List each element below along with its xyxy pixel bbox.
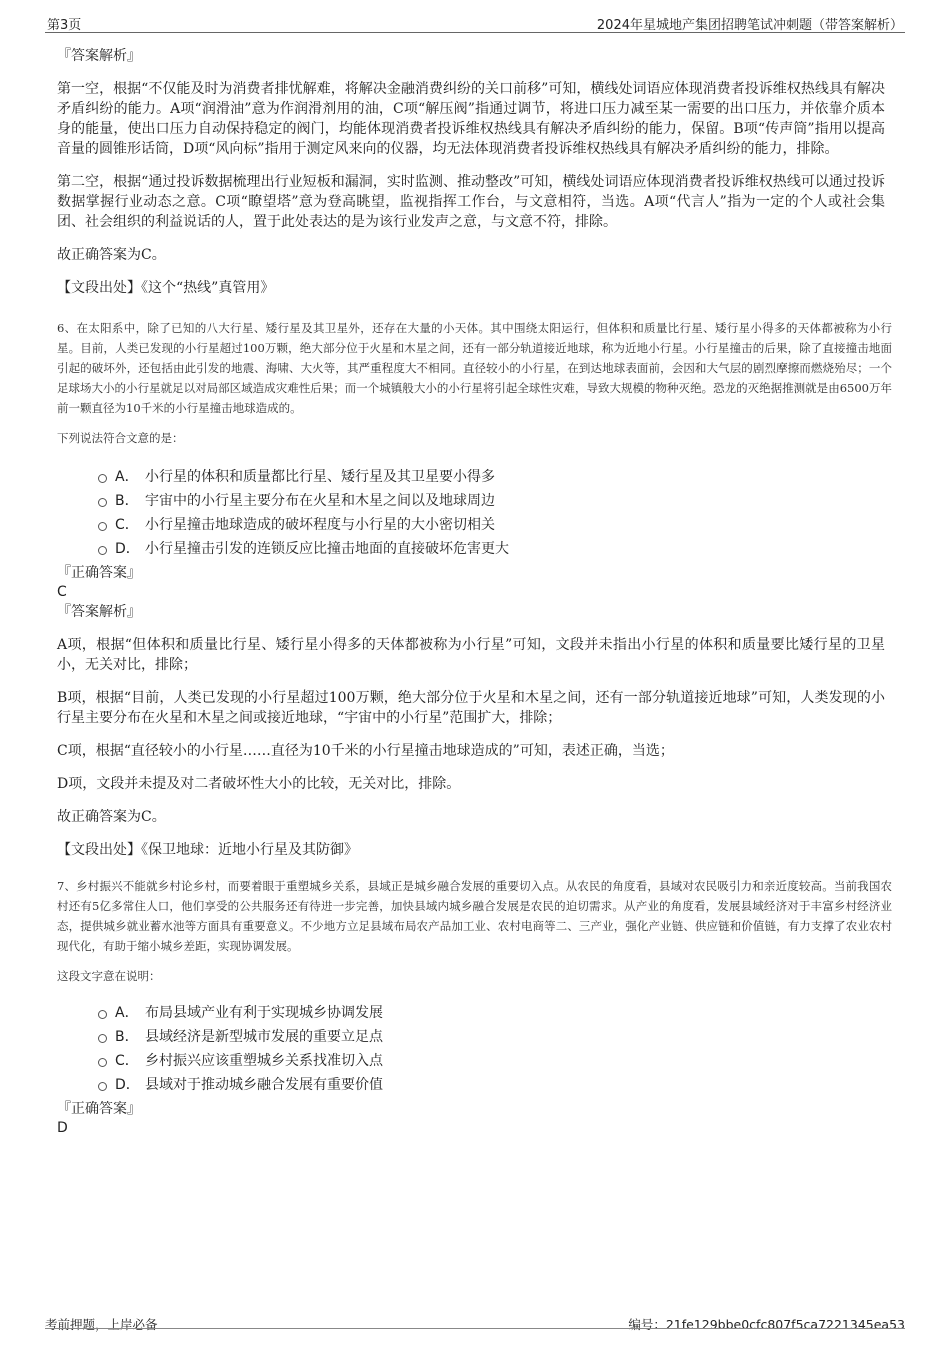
q7-stem: 7、乡村振兴不能就乡村论乡村，而要着眼于重塑城乡关系，县域正是城乡融合发展的重要切入点。从农民的角度看，县域对农民吸引力和亲近度较高。当前我国农村还有5亿多常住人口，他们享受的公共服务还有待进一步完善，加快县域内城乡融合发展是农民的迫切需求。从产业的角度看，发展县域经济对于丰富乡村经济业态，提供城乡就业蓄水池等方面具有重要意义。不少地方立足县域布局农产品加工业、农村电商等二、三产业，强化产业链、供应链和价值链，有力支撑了农业农村现代化，有助于缩小城乡差距，实现协调发展。 [57,879,892,953]
q6-analysis-tag: 『答案解析』 [57,604,141,620]
q5-conclusion: 故正确答案为C。 [57,247,166,263]
radio-icon[interactable] [98,546,107,555]
q6-answer-tag: 『正确答案』 [57,565,141,581]
q6-option-b[interactable]: B． 宇宙中的小行星主要分布在火星和木星之间以及地球周边 [57,489,885,513]
footer-divider [45,1328,905,1329]
radio-icon[interactable] [98,1034,107,1043]
q5-analysis-p1: 第一空，根据“不仅能及时为消费者排忧解难，将解决金融消费纠纷的关口前移”可知，横线处词语应体现消费者投诉维权热线具有解决矛盾纠纷的能力。A项“润滑油”意为作润滑剂用的油，C项“解压阀”指通过调节，将进口压力减至某一需要的出口压力，并依靠介质本身的能量，使出口压力自动保持稳定的阀门，均能体现消费者投诉维权热线具有解决矛盾纠纷的能力，保留。B项“传声筒”指用以提高音量的圆锥形话筒，D项“风向标”指用于测定风来向的仪器，均无法体现消费者投诉维权热线具有解决矛盾纠纷的能力，排除。 [57,81,885,157]
q6-analysis-a: A项，根据“但体积和质量比行星、矮行星小得多的天体都被称为小行星”可知，文段并未指出小行星的体积和质量要比矮行星的卫星小，无关对比，排除； [57,637,885,673]
page-number: 第3页 [47,18,82,33]
q5-analysis-tag: 『答案解析』 [57,48,141,64]
q5-analysis-p2: 第二空，根据“通过投诉数据梳理出行业短板和漏洞，实时监测、推动整改”可知，横线处词语应体现消费者投诉维权热线可以通过投诉数据掌握行业动态之意。C项“瞭望塔”意为登高眺望，监视指挥工作台，与文意相符，当选。A项“代言人”指为一定的个人或社会集团、社会组织的利益说话的人，置于此处表达的是为该行业发声之意，与文意不符，排除。 [57,174,885,230]
q6-prompt: 下列说法符合文意的是： [57,431,184,445]
q6-analysis-d: D项，文段并未提及对二者破坏性大小的比较，无关对比，排除。 [57,776,461,792]
q6-option-d[interactable]: D． 小行星撞击引发的连锁反应比撞击地面的直接破坏危害更大 [57,537,885,561]
q6-option-c[interactable]: C． 小行星撞击地球造成的破坏程度与小行星的大小密切相关 [57,513,885,537]
q6-stem: 6、在太阳系中，除了已知的八大行星、矮行星及其卫星外，还存在大量的小天体。其中围绕太阳运行，但体积和质量比行星、矮行星小得多的天体都被称为小行星。目前，人类已发现的小行星超过100万颗，绝大部分位于火星和木星之间，还有一部分轨道接近地球，称为近地小行星。小行星撞击的后果，除了直接撞击地面引起的破坏外，还包括由此引发的地震、海啸、大火等，其严重程度大不相同。直径较小的小行星，在到达地球表面前，会因和大气层的剧烈摩擦而燃烧殆尽；一个足球场大小的小行星就足以对局部区域造成灾难性后果；而一个城镇般大小的小行星将引起全球性灾难，导致大规模的物种灭绝。恐龙的灭绝据推测就是由6500万年前一颗直径为10千米的小行星撞击地球造成的。 [57,321,892,415]
radio-icon[interactable] [98,522,107,531]
radio-icon[interactable] [98,498,107,507]
q7-option-d[interactable]: D． 县域对于推动城乡融合发展有重要价值 [57,1073,885,1097]
radio-icon[interactable] [98,1082,107,1091]
q7-option-a[interactable]: A． 布局县域产业有利于实现城乡协调发展 [57,1001,885,1025]
q7-answer-tag: 『正确答案』 [57,1101,141,1117]
page-content [57,46,892,1137]
radio-icon[interactable] [98,474,107,483]
radio-icon[interactable] [98,1010,107,1019]
q5-source: 【文段出处】《这个“热线”真管用》 [57,280,275,296]
q6-analysis-c: C项，根据“直径较小的小行星……直径为10千米的小行星撞击地球造成的”可知，表述正确，当选； [57,743,674,759]
q6-conclusion: 故正确答案为C。 [57,809,166,825]
q6-answer: C [57,584,67,600]
document-title: 2024年星城地产集团招聘笔试冲刺题（带答案解析） [596,18,903,33]
radio-icon[interactable] [98,1058,107,1067]
q7-option-b[interactable]: B． 县域经济是新型城市发展的重要立足点 [57,1025,885,1049]
q6-option-a[interactable]: A． 小行星的体积和质量都比行星、矮行星及其卫星要小得多 [57,465,885,489]
q7-prompt: 这段文字意在说明： [57,969,161,983]
q6-source: 【文段出处】《保卫地球：近地小行星及其防御》 [57,842,358,858]
footer-slogan: 考前押题，上岸必备 [45,1317,158,1332]
q7-options [57,1001,885,1097]
q6-options [57,465,885,561]
q7-option-c[interactable]: C． 乡村振兴应该重塑城乡关系找准切入点 [57,1049,885,1073]
page-header [45,12,905,33]
q6-analysis-b: B项，根据“目前，人类已发现的小行星超过100万颗，绝大部分位于火星和木星之间，还有一部分轨道接近地球”可知，人类发现的小行星主要分布在火星和木星之间或接近地球，“宇宙中的小行星”范围扩大，排除； [57,690,885,726]
document-serial: 编号：21fe129bbe0cfc807f5ca7221345ea53 [628,1317,905,1332]
q7-answer: D [57,1120,68,1136]
